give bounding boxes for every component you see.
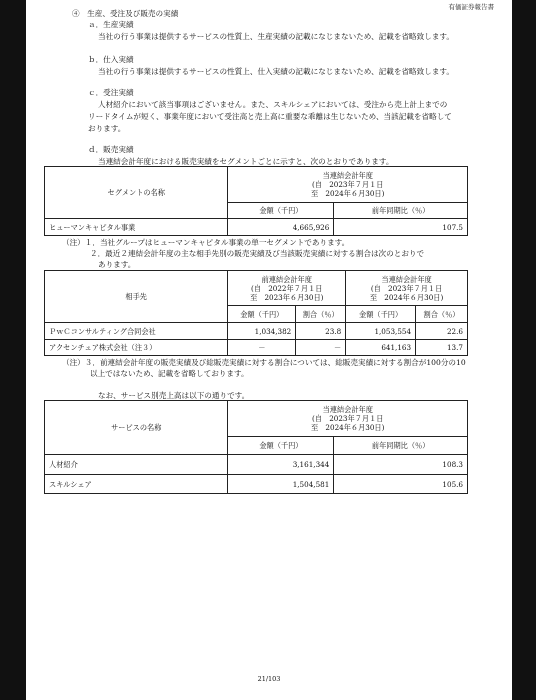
note-line: 以上ではないため、記載を省略しております。 <box>90 369 249 378</box>
note-line: （注）３．前連結会計年度の販売実績及び総販売実績に対する割合については、総販売実績に対する割合が100分の10 <box>62 358 466 367</box>
prev-amount: － <box>228 340 296 356</box>
note-line: あります。 <box>98 260 136 269</box>
yoy-value: 108.3 <box>334 455 468 475</box>
orders-title: ｃ．受注実績 <box>88 88 134 97</box>
segment-name-header: セグメントの名称 <box>45 167 228 219</box>
curr-period-header: 当連結会計年度 (自 2023年７月１日 至 2024年６月30日) <box>346 271 468 306</box>
table-row <box>45 323 468 340</box>
segment-name: ヒューマンキャピタル事業 <box>45 219 228 236</box>
document-page <box>26 0 512 700</box>
ratio-header: 割合（％） <box>416 306 468 323</box>
prev-ratio: 23.8 <box>296 323 346 340</box>
amount-value: 3,161,344 <box>228 455 334 475</box>
orders-text-line: リードタイムが短く、事業年度において受注高と売上高に重要な乖離は生じないため、当該記載を省略して <box>88 112 452 121</box>
yoy-header: 前年同期比（％） <box>334 203 468 219</box>
amount-header: 金額（千円） <box>228 437 334 455</box>
partner-name: アクセンチュア株式会社（注３） <box>45 340 228 356</box>
yoy-value: 107.5 <box>334 219 468 236</box>
amount-header: 金額（千円） <box>228 203 334 219</box>
segment-sales-table <box>44 166 468 236</box>
amount-header: 金額（千円） <box>228 306 296 323</box>
document-header: 有価証券報告書 <box>448 3 494 11</box>
orders-text-line: おります。 <box>88 124 126 133</box>
customer-sales-table <box>44 270 468 356</box>
service-sales-table <box>44 400 468 494</box>
service-name: 人材紹介 <box>45 455 228 475</box>
table-row <box>45 455 468 475</box>
prev-amount: 1,034,382 <box>228 323 296 340</box>
yoy-value: 105.6 <box>334 475 468 494</box>
yoy-header: 前年同期比（％） <box>334 437 468 455</box>
purchase-text: 当社の行う事業は提供するサービスの性質上、仕入実績の記載になじまないため、記載を省略致します。 <box>98 67 454 76</box>
orders-text-line: 人材紹介において該当事項はございません。また、スキルシェアにおいては、受注から売上計上までの <box>98 100 448 109</box>
service-name-header: サービスの名称 <box>45 401 228 455</box>
period-header: 当連結会計年度 (自 2023年７月１日 至 2024年６月30日) <box>228 401 468 437</box>
period-header: 当連結会計年度 (自 2023年７月１日 至 2024年６月30日) <box>228 167 468 203</box>
sales-title: ｄ．販売実績 <box>88 145 134 154</box>
curr-amount: 1,053,554 <box>346 323 416 340</box>
note-line: （注）１．当社グループはヒューマンキャピタル事業の単一セグメントであります。 <box>62 238 350 247</box>
section-title: ④ 生産、受注及び販売の実績 <box>72 9 179 18</box>
note-line: ２．最近２連結会計年度の主な相手先別の販売実績及び当該販売実績に対する割合は次のとおりで <box>90 249 425 258</box>
curr-ratio: 22.6 <box>416 323 468 340</box>
prev-period-header: 前連結会計年度 (自 2022年７月１日 至 2023年６月30日) <box>228 271 346 306</box>
purchase-title: ｂ．仕入実績 <box>88 55 134 64</box>
ratio-header: 割合（％） <box>296 306 346 323</box>
production-text: 当社の行う事業は提供するサービスの性質上、生産実績の記載になじまないため、記載を省略致します。 <box>98 32 454 41</box>
amount-value: 4,665,926 <box>228 219 334 236</box>
service-intro: なお、サービス別売上高は以下の通りです。 <box>98 391 250 400</box>
table-row <box>45 340 468 356</box>
table-row <box>45 475 468 494</box>
prev-ratio: － <box>296 340 346 356</box>
partner-header: 相手先 <box>45 271 228 323</box>
table-row <box>45 219 468 236</box>
curr-amount: 641,163 <box>346 340 416 356</box>
curr-ratio: 13.7 <box>416 340 468 356</box>
production-title: ａ．生産実績 <box>88 20 134 29</box>
page-number: 21/103 <box>257 675 281 683</box>
partner-name: ＰｗＣコンサルティング合同会社 <box>45 323 228 340</box>
amount-value: 1,504,581 <box>228 475 334 494</box>
sales-intro: 当連結会計年度における販売実績をセグメントごとに示すと、次のとおりであります。 <box>98 157 394 166</box>
service-name: スキルシェア <box>45 475 228 494</box>
amount-header: 金額（千円） <box>346 306 416 323</box>
